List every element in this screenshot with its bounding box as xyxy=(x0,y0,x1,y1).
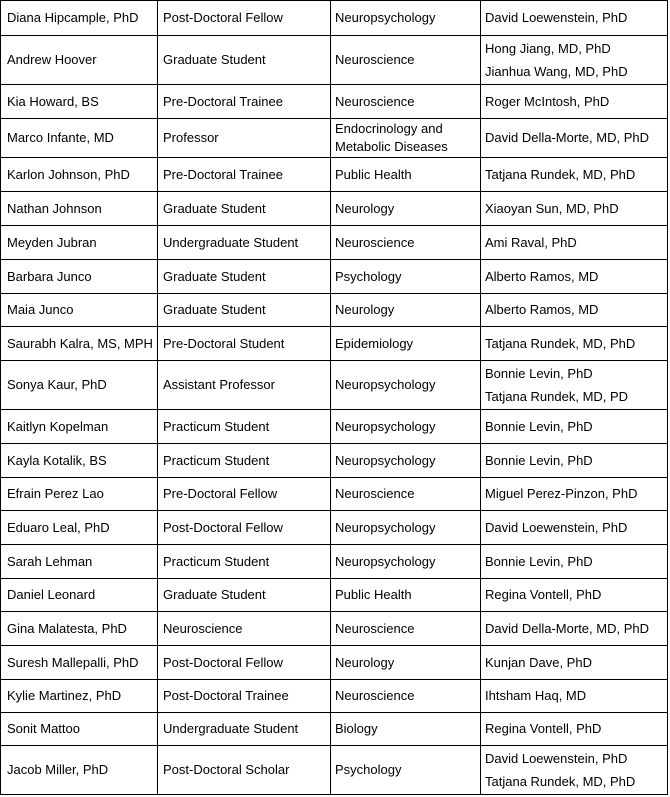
department-line: Neuroscience xyxy=(335,486,415,501)
department-line: Metabolic Diseases xyxy=(335,139,448,154)
department-line: Neuroscience xyxy=(335,234,415,250)
trainee-position: Pre-Doctoral Trainee xyxy=(163,166,283,182)
trainee-position: Pre-Doctoral Student xyxy=(163,335,285,351)
position-cell xyxy=(158,192,331,226)
name-cell xyxy=(1,36,158,85)
name-cell xyxy=(1,713,158,746)
trainee-name: Sarah Lehman xyxy=(7,553,93,569)
department-cell xyxy=(331,444,481,478)
name-cell xyxy=(1,192,158,226)
trainee-name: Kayla Kotalik, BS xyxy=(7,452,107,468)
name-cell xyxy=(1,410,158,444)
department-line: Neuroscience xyxy=(335,688,415,703)
department-cell xyxy=(331,260,481,294)
table-row xyxy=(1,612,668,646)
mentor-cell xyxy=(481,158,668,192)
trainee-name: Eduaro Leal, PhD xyxy=(7,519,110,535)
name-cell xyxy=(1,612,158,646)
name-cell xyxy=(1,579,158,612)
trainee-position: Pre-Doctoral Trainee xyxy=(163,93,283,109)
mentor-cell xyxy=(481,680,668,713)
department-line: Neurology xyxy=(335,654,395,670)
department-line: Neuropsychology xyxy=(335,452,436,468)
mentor-name: David Loewenstein, PhD xyxy=(485,519,628,535)
trainee-name: Saurabh Kalra, MS, MPH xyxy=(7,335,153,351)
trainee-name: Kia Howard, BS xyxy=(7,93,99,109)
trainee-position: Post-Doctoral Scholar xyxy=(163,762,290,777)
trainee-name: Kaitlyn Kopelman xyxy=(7,418,109,434)
trainee-name: Sonya Kaur, PhD xyxy=(7,377,107,392)
table-row xyxy=(1,579,668,612)
mentor-name: Bonnie Levin, PhD xyxy=(485,365,593,381)
department-line: Neurology xyxy=(335,200,395,216)
trainee-position: Practicum Student xyxy=(163,418,270,434)
mentor-name: Bonnie Levin, PhD xyxy=(485,452,593,468)
position-cell xyxy=(158,410,331,444)
table-row xyxy=(1,680,668,713)
mentor-cell xyxy=(481,119,668,158)
mentor-cell xyxy=(481,646,668,680)
name-cell xyxy=(1,444,158,478)
trainee-position: Assistant Professor xyxy=(163,377,275,392)
position-cell xyxy=(158,36,331,85)
table-row xyxy=(1,85,668,119)
trainee-name: Daniel Leonard xyxy=(7,587,96,602)
table-row xyxy=(1,410,668,444)
trainee-position: Post-Doctoral Fellow xyxy=(163,519,283,535)
name-cell xyxy=(1,746,158,795)
department-line: Public Health xyxy=(335,587,412,602)
table-row xyxy=(1,327,668,361)
trainee-name: Andrew Hoover xyxy=(7,52,97,67)
department-cell xyxy=(331,192,481,226)
name-cell xyxy=(1,226,158,260)
department-cell xyxy=(331,545,481,579)
position-cell xyxy=(158,119,331,158)
department-cell xyxy=(331,85,481,119)
name-cell xyxy=(1,327,158,361)
trainee-position: Practicum Student xyxy=(163,452,270,468)
position-cell xyxy=(158,1,331,36)
trainee-name: Maia Junco xyxy=(7,302,74,317)
position-cell xyxy=(158,646,331,680)
mentor-name: Tatjana Rundek, MD, PhD xyxy=(485,773,636,789)
mentor-cell xyxy=(481,444,668,478)
position-cell xyxy=(158,158,331,192)
trainee-position: Professor xyxy=(163,130,219,145)
mentor-name: Jianhua Wang, MD, PhD xyxy=(485,63,628,79)
trainee-position: Graduate Student xyxy=(163,268,266,284)
name-cell xyxy=(1,294,158,327)
trainee-name: Sonit Mattoo xyxy=(7,721,80,736)
table-row xyxy=(1,361,668,410)
position-cell xyxy=(158,545,331,579)
name-cell xyxy=(1,646,158,680)
department-cell xyxy=(331,713,481,746)
mentor-cell xyxy=(481,327,668,361)
mentor-name: David Loewenstein, PhD xyxy=(485,10,628,25)
table-row xyxy=(1,119,668,158)
mentor-name: Ihtsham Haq, MD xyxy=(485,688,587,703)
trainee-name: Gina Malatesta, PhD xyxy=(7,620,127,636)
department-cell xyxy=(331,646,481,680)
table-row xyxy=(1,478,668,511)
trainee-position: Graduate Student xyxy=(163,587,266,602)
department-line: Neuropsychology xyxy=(335,418,436,434)
position-cell xyxy=(158,327,331,361)
name-cell xyxy=(1,511,158,545)
table-row xyxy=(1,226,668,260)
name-cell xyxy=(1,478,158,511)
table-row xyxy=(1,158,668,192)
mentor-name: Regina Vontell, PhD xyxy=(485,721,602,736)
mentor-cell xyxy=(481,579,668,612)
department-line: Biology xyxy=(335,721,378,736)
mentor-cell xyxy=(481,294,668,327)
department-line: Neuroscience xyxy=(335,52,415,67)
department-cell xyxy=(331,361,481,410)
mentor-cell xyxy=(481,511,668,545)
mentor-cell xyxy=(481,361,668,410)
position-cell xyxy=(158,713,331,746)
table-row xyxy=(1,1,668,36)
mentor-name: Miguel Perez-Pinzon, PhD xyxy=(485,486,638,501)
name-cell xyxy=(1,158,158,192)
department-line: Neuroscience xyxy=(335,620,415,636)
mentor-cell xyxy=(481,612,668,646)
department-line: Neuroscience xyxy=(335,93,415,109)
trainee-position: Post-Doctoral Trainee xyxy=(163,688,289,703)
name-cell xyxy=(1,85,158,119)
department-cell xyxy=(331,226,481,260)
position-cell xyxy=(158,612,331,646)
name-cell xyxy=(1,545,158,579)
department-cell xyxy=(331,327,481,361)
mentor-name: David Loewenstein, PhD xyxy=(485,750,628,766)
department-cell xyxy=(331,511,481,545)
department-line: Psychology xyxy=(335,762,402,777)
mentor-name: Kunjan Dave, PhD xyxy=(485,654,592,670)
table-row xyxy=(1,444,668,478)
mentor-name: Tatjana Rundek, MD, PD xyxy=(485,388,629,404)
trainee-name: Diana Hipcample, PhD xyxy=(7,10,139,25)
department-cell xyxy=(331,158,481,192)
department-cell xyxy=(331,680,481,713)
table-row xyxy=(1,511,668,545)
department-line: Neuropsychology xyxy=(335,10,436,25)
department-cell xyxy=(331,294,481,327)
table-row xyxy=(1,545,668,579)
mentor-cell xyxy=(481,545,668,579)
mentor-name: Xiaoyan Sun, MD, PhD xyxy=(485,200,619,216)
mentor-name: David Della-Morte, MD, PhD xyxy=(485,620,649,636)
table-row xyxy=(1,713,668,746)
mentor-cell xyxy=(481,36,668,85)
department-line: Public Health xyxy=(335,166,412,182)
position-cell xyxy=(158,226,331,260)
mentor-cell xyxy=(481,85,668,119)
name-cell xyxy=(1,260,158,294)
mentor-name: Roger McIntosh, PhD xyxy=(485,93,610,109)
trainee-position: Graduate Student xyxy=(163,52,266,67)
name-cell xyxy=(1,119,158,158)
trainee-name: Marco Infante, MD xyxy=(7,130,114,145)
department-cell xyxy=(331,612,481,646)
table-row xyxy=(1,294,668,327)
trainee-position: Graduate Student xyxy=(163,302,266,317)
position-cell xyxy=(158,444,331,478)
name-cell xyxy=(1,1,158,36)
name-cell xyxy=(1,361,158,410)
trainee-position: Graduate Student xyxy=(163,200,266,216)
department-cell xyxy=(331,579,481,612)
position-cell xyxy=(158,260,331,294)
position-cell xyxy=(158,511,331,545)
trainee-position: Undergraduate Student xyxy=(163,234,299,250)
department-cell xyxy=(331,36,481,85)
trainee-position: Pre-Doctoral Fellow xyxy=(163,486,278,501)
position-cell xyxy=(158,579,331,612)
trainee-position: Practicum Student xyxy=(163,553,270,569)
mentor-name: Tatjana Rundek, MD, PhD xyxy=(485,166,636,182)
trainee-name: Kylie Martinez, PhD xyxy=(7,688,122,703)
position-cell xyxy=(158,361,331,410)
trainee-name: Suresh Mallepalli, PhD xyxy=(7,654,139,670)
mentor-cell xyxy=(481,478,668,511)
mentor-name: Alberto Ramos, MD xyxy=(485,268,599,284)
mentor-name: Bonnie Levin, PhD xyxy=(485,418,593,434)
department-line: Epidemiology xyxy=(335,335,414,351)
department-cell xyxy=(331,746,481,795)
mentor-cell xyxy=(481,713,668,746)
mentor-cell xyxy=(481,410,668,444)
trainee-position: Neuroscience xyxy=(163,620,243,636)
trainee-position: Post-Doctoral Fellow xyxy=(163,10,283,25)
department-line: Psychology xyxy=(335,268,402,284)
position-cell xyxy=(158,85,331,119)
department-line: Neuropsychology xyxy=(335,377,436,392)
mentor-name: Regina Vontell, PhD xyxy=(485,587,602,602)
department-cell xyxy=(331,478,481,511)
mentor-cell xyxy=(481,226,668,260)
trainee-position: Post-Doctoral Fellow xyxy=(163,654,283,670)
mentor-cell xyxy=(481,260,668,294)
table-row xyxy=(1,646,668,680)
department-line: Neurology xyxy=(335,302,395,317)
mentor-name: Alberto Ramos, MD xyxy=(485,302,599,317)
trainee-name: Jacob Miller, PhD xyxy=(7,762,109,777)
department-cell xyxy=(331,119,481,158)
mentor-name: Hong Jiang, MD, PhD xyxy=(485,40,611,56)
table-row xyxy=(1,260,668,294)
mentor-cell xyxy=(481,1,668,36)
department-line: Neuropsychology xyxy=(335,553,436,569)
mentor-cell xyxy=(481,192,668,226)
trainee-name: Efrain Perez Lao xyxy=(7,486,104,501)
trainee-name: Meyden Jubran xyxy=(7,234,97,250)
mentor-name: Tatjana Rundek, MD, PhD xyxy=(485,335,636,351)
table-row xyxy=(1,36,668,85)
mentor-cell xyxy=(481,746,668,795)
mentor-name: Bonnie Levin, PhD xyxy=(485,553,593,569)
table-row xyxy=(1,746,668,795)
department-line: Neuropsychology xyxy=(335,519,436,535)
name-cell xyxy=(1,680,158,713)
mentor-name: David Della-Morte, MD, PhD xyxy=(485,130,649,145)
trainee-table-body xyxy=(1,1,668,795)
trainee-name: Nathan Johnson xyxy=(7,200,102,216)
department-cell xyxy=(331,410,481,444)
position-cell xyxy=(158,746,331,795)
position-cell xyxy=(158,478,331,511)
trainee-name: Barbara Junco xyxy=(7,268,92,284)
mentor-name: Ami Raval, PhD xyxy=(485,234,577,250)
position-cell xyxy=(158,680,331,713)
department-line: Endocrinology and xyxy=(335,121,443,136)
table-row xyxy=(1,192,668,226)
position-cell xyxy=(158,294,331,327)
department-cell xyxy=(331,1,481,36)
trainee-position: Undergraduate Student xyxy=(163,721,299,736)
trainee-name: Karlon Johnson, PhD xyxy=(7,166,130,182)
